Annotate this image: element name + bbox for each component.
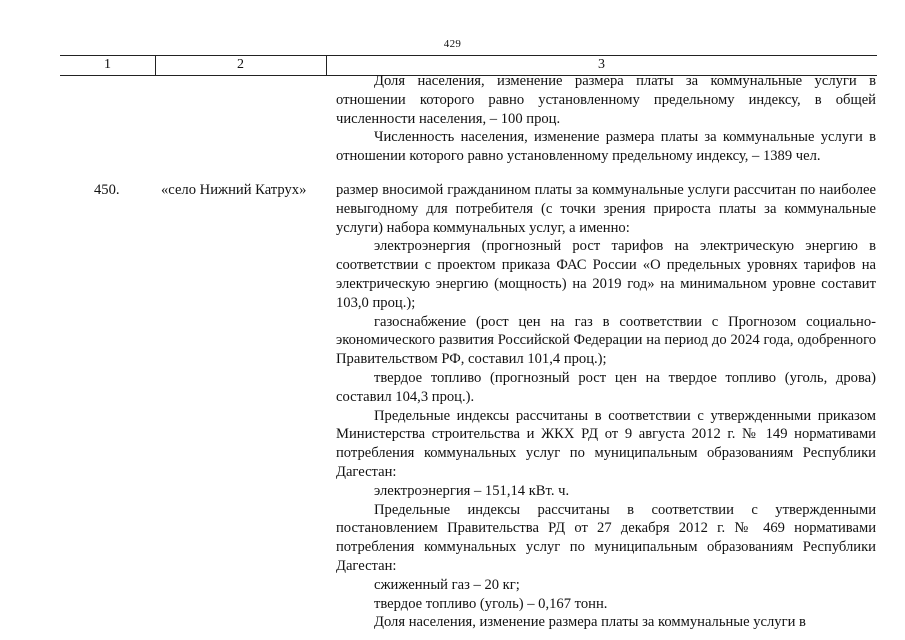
paragraph-population-share-continued: Доля населения, изменение размера платы за коммунальные услуги в — [374, 614, 806, 631]
paragraph-lpg-norm: сжиженный газ – 20 кг; — [374, 576, 520, 593]
paragraph-indices-resolution-469: Предельные индексы рассчитаны в соответствии с утвержденными постановлением Правительства РД от 27 декабря 2012 г. № 469 нормативами потребления коммунальных услуг по муниципальным образованиям Республики Дагестан: — [336, 501, 876, 574]
column-header-1: 1 — [104, 57, 111, 72]
paragraph-coal-norm: твердое топливо (уголь) – 0,167 тонн. — [374, 595, 608, 612]
paragraph-indices-order-149: Предельные индексы рассчитаны в соответствии с утвержденными приказом Министерства строительства и ЖКХ РД от 9 августа 2012 г. № 149 нормативами потребления коммунальных услуг по муниципальным образованиям Республики Дагестан: — [336, 407, 876, 480]
paragraph-solid-fuel-forecast: твердое топливо (прогнозный рост цен на твердое топливо (уголь, дрова) составил 104,3 проц.). — [336, 369, 876, 405]
row-number: 450. — [94, 182, 120, 198]
paragraph-population-count: Численность населения, изменение размера платы за коммунальные услуги в отношении которого равно установленному предельному индексу, – 1389 чел. — [336, 129, 876, 165]
paragraph-electricity-norm: электроэнергия – 151,14 кВт. ч. — [374, 482, 570, 499]
paragraph-population-share: Доля населения, изменение размера платы за коммунальные услуги в отношении которого равно установленному предельному индексу, в общей численности населения, – 100 проц. — [336, 73, 876, 127]
page-number: 429 — [443, 38, 462, 50]
column-header-3: 3 — [598, 57, 605, 72]
continued-text-block — [336, 72, 876, 166]
row-description-block — [336, 181, 876, 632]
paragraph-payment-basis: размер вносимой гражданином платы за коммунальные услуги рассчитан по наиболее невыгодному для потребителя (с точки зрения прироста платы за коммунальные услуги) набора коммунальных услуг, а именно: — [336, 182, 876, 236]
paragraph-gas-forecast: газоснабжение (рост цен на газ в соответствии с Прогнозом социально-экономического развития Российской Федерации на период до 2024 года, одобренного Правительством РФ, составил 101,4 проц.); — [336, 313, 876, 368]
paragraph-electricity-forecast: электроэнергия (прогнозный рост тарифов на электрическую энергию в соответствии с проектом приказа ФАС России «О предельных уровнях тарифов на электрическую энергию (мощность) на 2019 год» на минимальном уровне составит 103,0 проц.); — [336, 238, 876, 311]
row-settlement-name: «село Нижний Катрух» — [161, 182, 307, 198]
column-header-2: 2 — [237, 57, 244, 72]
